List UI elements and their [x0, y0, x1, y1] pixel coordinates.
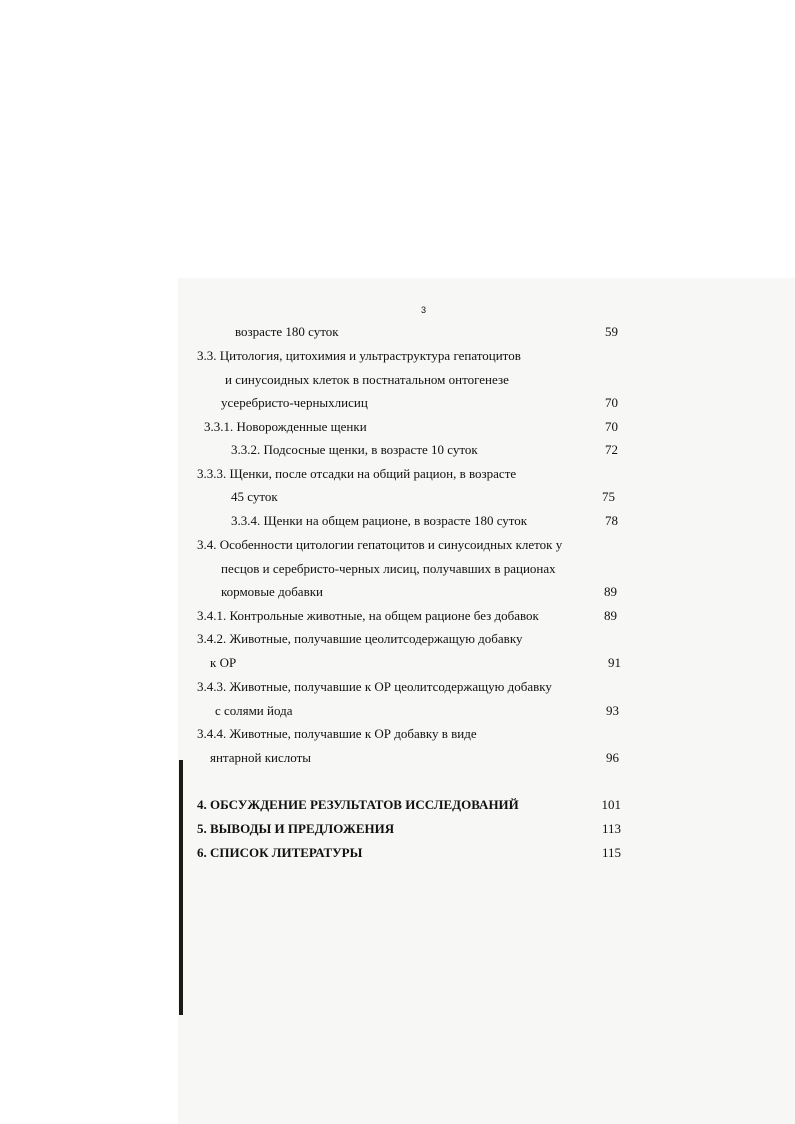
toc-entry-text: 3.3.1. Новорожденные щенки [204, 419, 367, 434]
toc-entry-text: кормовые добавки [221, 584, 323, 599]
toc-entry-text: 3.3.4. Щенки на общем рационе, в возрасте 180 суток [231, 513, 528, 528]
toc-entry-text: с солями йода [215, 703, 293, 718]
toc-entry-text: 3.4. Особенности цитологии гепатоцитов и синусоидных клеток у [197, 537, 563, 552]
toc-entry-text: 3.4.1. Контрольные животные, на общем рационе без добавок [197, 608, 539, 623]
page-number: 3 [421, 305, 427, 315]
toc-entry-text: песцов и серебристо-черных лисиц, получавших в рационах [221, 561, 556, 576]
toc-entry-text: 3.4.4. Животные, получавшие к ОР добавку в виде [197, 726, 477, 741]
toc-entry-page: 75 [602, 489, 615, 504]
toc-entry-text: 3.3. Цитология, цитохимия и ультраструктура гепатоцитов [197, 348, 521, 363]
toc-entry-text: 45 суток [231, 489, 278, 504]
toc-entry-page: 72 [605, 442, 618, 457]
toc-entry-text: усеребристо-черныхлисиц [221, 395, 368, 410]
toc-entry-page: 70 [605, 419, 618, 434]
scan-margin-line [179, 760, 183, 1015]
toc-section-title: 6. СПИСОК ЛИТЕРАТУРЫ [197, 845, 363, 860]
toc-entry-text: 3.4.2. Животные, получавшие цеолитсодержащую добавку [197, 631, 523, 646]
toc-entry-page: 59 [605, 324, 618, 339]
toc-entry-text: и синусоидных клеток в постнатальном онтогенезе [225, 372, 509, 387]
toc-entry-page: 89 [604, 584, 617, 599]
toc-entry-text: к ОР [210, 655, 237, 670]
toc-section-title: 4. ОБСУЖДЕНИЕ РЕЗУЛЬТАТОВ ИССЛЕДОВАНИЙ [197, 797, 519, 812]
toc-entry-text: 3.4.3. Животные, получавшие к ОР цеолитсодержащую добавку [197, 679, 552, 694]
toc-entry-page: 115 [601, 845, 621, 860]
toc-entry-page: 70 [605, 395, 618, 410]
toc-entry-text: возрасте 180 суток [235, 324, 339, 339]
toc-entry-page: 78 [605, 513, 618, 528]
toc-entry-page: 113 [601, 821, 621, 836]
toc-entry-text: 3.3.3. Щенки, после отсадки на общий рацион, в возрасте [197, 466, 517, 481]
toc-entry-text: янтарной кислоты [210, 750, 311, 765]
toc-entry-page: 89 [604, 608, 617, 623]
toc-entry-page: 91 [608, 655, 621, 670]
toc-section-title: 5. ВЫВОДЫ И ПРЕДЛОЖЕНИЯ [197, 821, 395, 836]
toc-entry-page: 93 [606, 703, 619, 718]
toc-entry-page: 101 [601, 797, 621, 812]
toc-entry-page: 96 [606, 750, 619, 765]
toc-entry-text: 3.3.2. Подсосные щенки, в возрасте 10 суток [231, 442, 478, 457]
